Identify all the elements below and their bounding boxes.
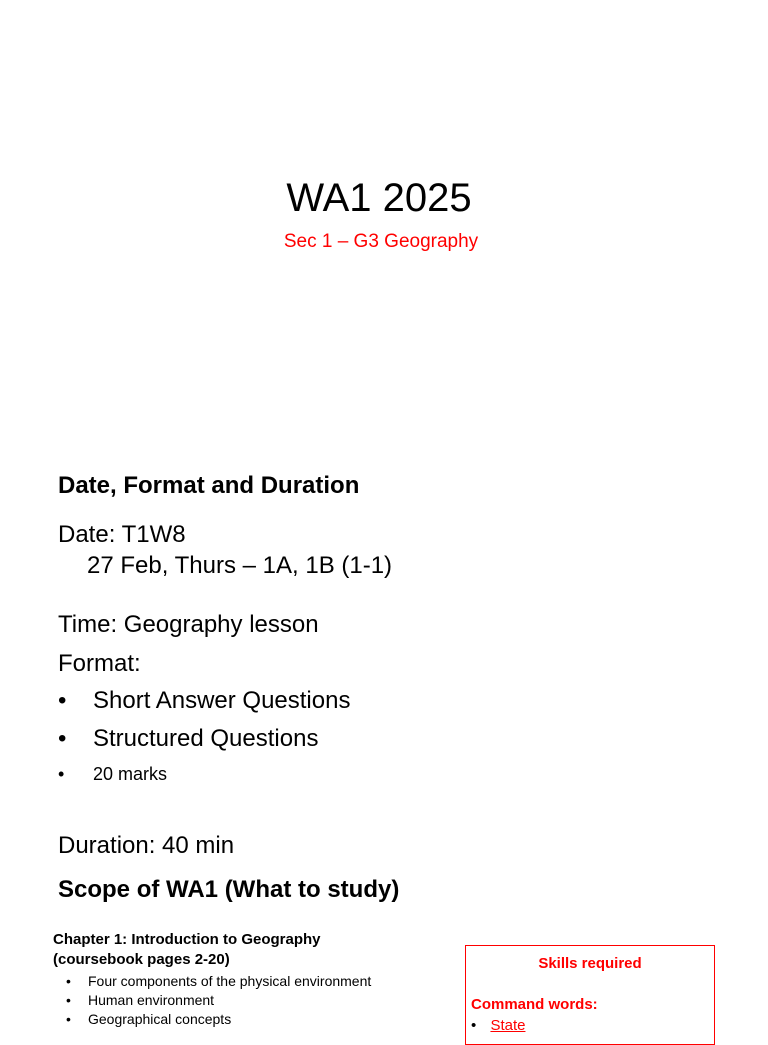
scope-heading: Scope of WA1 (What to study) [58, 876, 400, 903]
chapter-item-label: Geographical concepts [88, 1011, 232, 1027]
skills-box [465, 945, 715, 1045]
skills-title: Skills required [538, 955, 642, 972]
bullet-icon: • [66, 1011, 71, 1027]
bullet-icon: • [66, 992, 71, 1008]
chapter-item-label: Four components of the physical environment [88, 973, 372, 989]
format-item-label: 20 marks [93, 764, 168, 784]
date-format-duration-heading: Date, Format and Duration [58, 472, 360, 499]
bullet-icon: • [471, 1017, 477, 1034]
page-subtitle: Sec 1 – G3 Geography [283, 231, 479, 252]
date-detail: 27 Feb, Thurs – 1A, 1B (1-1) [87, 552, 393, 579]
chapter-pages: (coursebook pages 2-20) [53, 951, 230, 968]
time-line: Time: Geography lesson [58, 611, 319, 638]
bullet-icon: • [58, 687, 67, 714]
chapter-item-label: Human environment [88, 992, 215, 1008]
command-word-label: State [490, 1017, 526, 1034]
command-word-item [471, 1016, 525, 1036]
command-words-label: Command words: [471, 996, 598, 1013]
format-item-label: Short Answer Questions [93, 687, 351, 714]
format-item-label: Structured Questions [93, 725, 319, 752]
bullet-icon: • [58, 725, 67, 752]
bullet-icon: • [58, 764, 65, 784]
page-title: WA1 2025 [286, 176, 472, 220]
chapter-title: Chapter 1: Introduction to Geography [53, 931, 321, 948]
date-label: Date: T1W8 [58, 521, 186, 548]
duration-line: Duration: 40 min [58, 832, 235, 859]
bullet-icon: • [66, 973, 71, 989]
format-label: Format: [58, 650, 141, 677]
